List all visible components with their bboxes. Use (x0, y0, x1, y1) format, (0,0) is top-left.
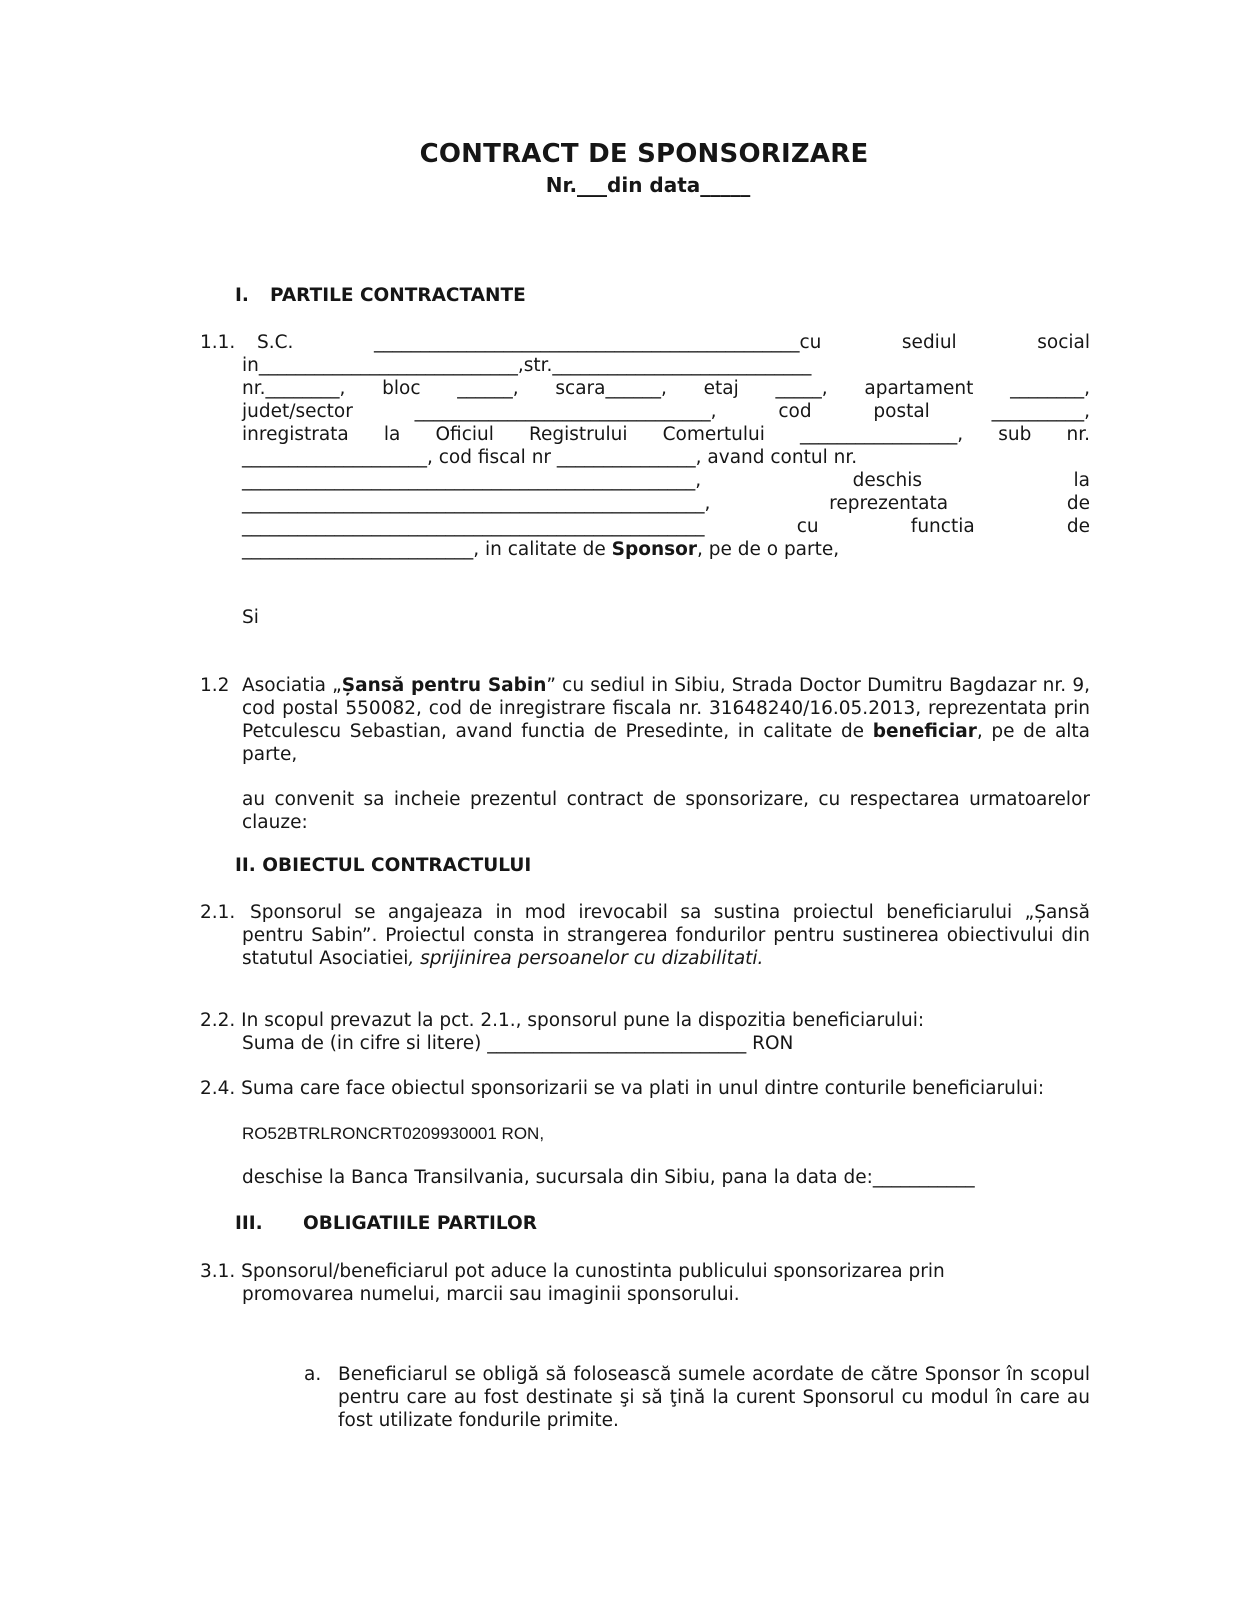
clause-2-4-text: 2.4. Suma care face obiectul sponsorizarii se va plati in unul dintre conturile beneficiarului: (200, 1078, 1045, 1099)
sum-field: Suma de (in cifre si litere) ____________________________ RON (242, 1033, 794, 1054)
clause-1-1-line: judet/sector ________________________________, cod postal __________, (242, 401, 1090, 422)
clause-1-2-number: 1.2 (200, 675, 230, 696)
item-a-label: a. (304, 1364, 322, 1385)
conjunction-si: Si (242, 607, 259, 628)
clause-1-1-last-line: _________________________, in calitate de Sponsor, pe de o parte, (242, 539, 840, 560)
document-number-date: Nr.___din data_____ (545, 173, 751, 197)
clause-1-1-line: S.C. ______________________________________________cu sediul social (257, 332, 1090, 353)
clause-2-2-text: 2.2. In scopul prevazut la pct. 2.1., sponsorul pune la dispozitia beneficiarului: (200, 1010, 925, 1031)
clause-3-1-line: 3.1. Sponsorul/beneficiarul pot aduce la cunostinta publicului sponsorizarea prin (200, 1261, 945, 1282)
clause-1-1-line: ____________________, cod fiscal nr _______________, avand contul nr. (242, 447, 858, 468)
section-1-number: I. (235, 285, 249, 306)
clause-1-1-line: __________________________________________________, reprezentata de (242, 493, 1090, 514)
section-3-heading: OBLIGATIILE PARTILOR (303, 1213, 538, 1234)
beneficiary-label: beneficiar (872, 721, 977, 742)
clause-1-1-line: in____________________________,str.____________________________ (242, 355, 812, 376)
clause-1-1-number: 1.1. (200, 332, 236, 353)
sponsor-label: Sponsor (611, 539, 697, 560)
section-3-number: III. (235, 1213, 263, 1234)
clause-2-1-text: Sponsorul se angajeaza in mod irevocabil sa sustina proiectul beneficiarului „Șansă pentru Sabin”. Proiectul consta in strangerea fondurilor pentru sustinerea obiectivului din statutul Asociatiei, sprijinirea persoanelor cu dizabilitati. (242, 902, 1090, 969)
item-a-text: Beneficiarul se obligă să folosească sumele acordate de către Sponsor în scopul pentru care au fost destinate şi să ţină la curent Sponsorul cu modul în care au fost utilizate fondurile primite. (338, 1364, 1090, 1431)
bank-text: deschise la Banca Transilvania, sucursala din Sibiu, pana la data de:___________ (242, 1167, 975, 1188)
clause-1-1-line: _________________________________________________, deschis la (242, 470, 1090, 491)
clause-2-1-number: 2.1. (200, 902, 236, 923)
clause-1-1-line: __________________________________________________ cu functia de (242, 516, 1090, 537)
clause-1-2-text: Asociatia „Șansă pentru Sabin” cu sediul in Sibiu, Strada Doctor Dumitru Bagdazar nr. 9, cod postal 550082, cod de inregistrare fiscala nr. 31648240/16.05.2013, reprezentata prin Petculescu Sebastian, avand functia de Presedinte, in calitate de beneficiar, pe de alta parte, (242, 675, 1091, 765)
clause-3-1-line: promovarea numelui, marcii sau imaginii sponsorului. (242, 1284, 740, 1305)
agreement-text: au convenit sa incheie prezentul contract de sponsorizare, cu respectarea urmatoarelor clauze: (242, 789, 1090, 833)
clause-1-1-line: nr.________, bloc ______, scara______, etaj _____, apartament ________, (242, 378, 1090, 399)
section-1-heading: PARTILE CONTRACTANTE (270, 285, 526, 306)
association-name: Șansă pentru Sabin (341, 675, 547, 696)
iban-account: RO52BTRLRONCRT0209930001 RON, (242, 1124, 545, 1143)
section-2-heading: II. OBIECTUL CONTRACTULUI (235, 855, 532, 876)
clause-1-1-line: inregistrata la Oficiul Registrului Comertului _________________, sub nr. (242, 424, 1090, 445)
document-title: CONTRACT DE SPONSORIZARE (419, 139, 869, 169)
